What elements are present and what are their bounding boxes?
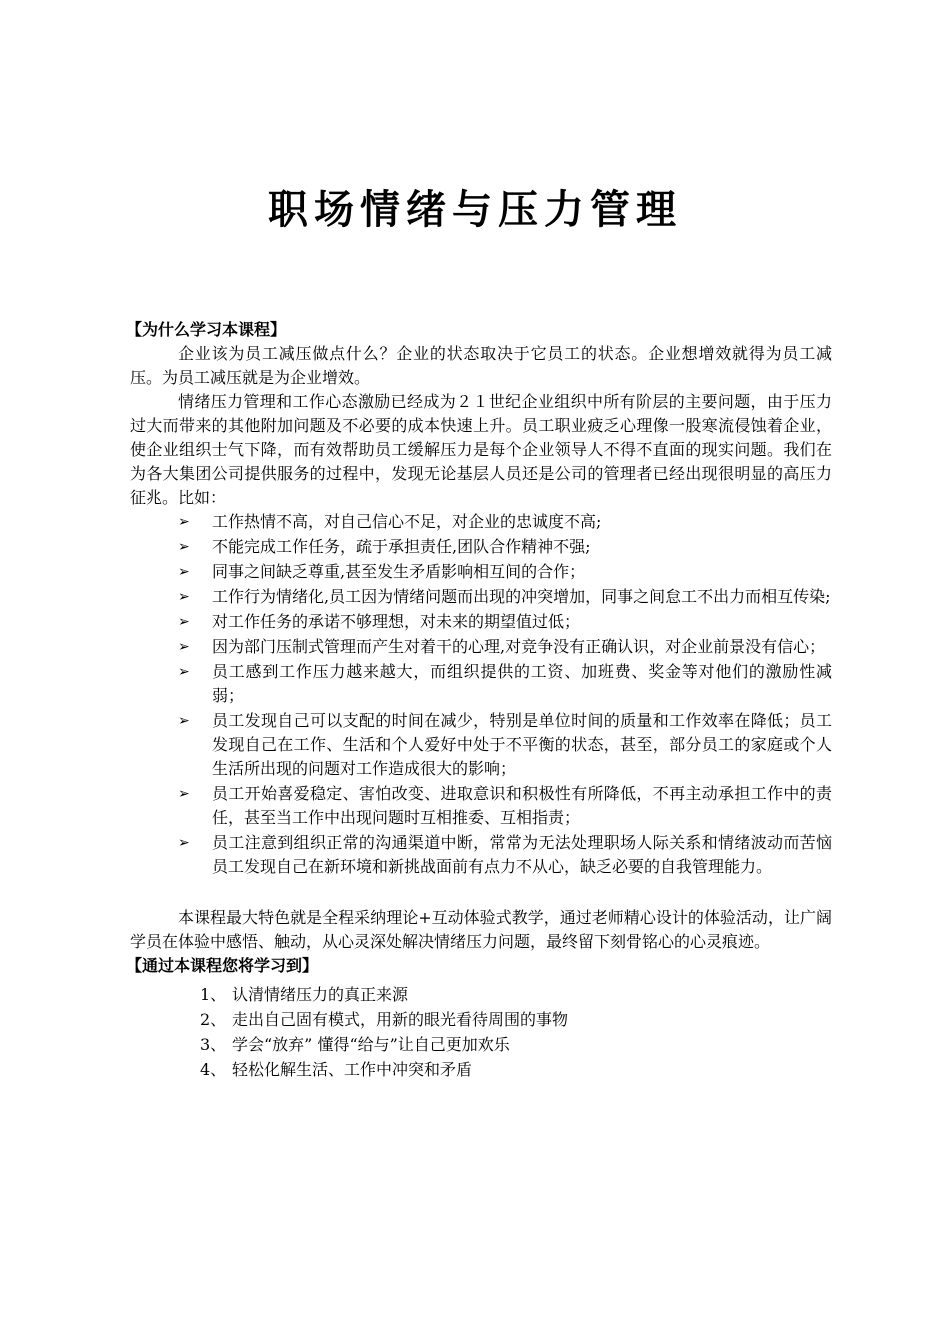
list-item	[178, 585, 832, 609]
paragraph-background: 情绪压力管理和工作心态激励已经成为２１世纪企业组织中所有阶层的主要问题，由于压力过大而带来的其他附加问题及不必要的成本快速上升。员工职业疲乏心理像一股寒流侵蚀着企业，使企业组织士气下降，而有效帮助员工缓解压力是每个企业领导人不得不直面的现实问题。我们在为各大集团公司提供服务的过程中，发现无论基层人员还是公司的管理者已经出现很明显的高压力征兆。比如：	[130, 392, 832, 507]
arrow-bullet-icon: ➢	[178, 639, 190, 655]
arrow-bullet-icon: ➢	[178, 614, 190, 630]
learning-outcomes-list	[130, 982, 832, 1082]
arrow-bullet-icon: ➢	[178, 564, 190, 580]
paragraph-intro: 企业该为员工减压做点什么？企业的状态取决于它员工的状态。企业想增效就得为员工减压。为员工减压就是为企业增效。	[130, 344, 832, 387]
list-item	[200, 1007, 832, 1032]
arrow-bullet-icon: ➢	[178, 539, 190, 555]
list-item-text: 员工注意到组织正常的沟通渠道中断，常常为无法处理职场人际关系和情绪波动而苦恼员工发现自己在新环境和新挑战面前有点力不从心，缺乏必要的自我管理能力。	[212, 833, 832, 876]
list-item-text: 认清情绪压力的真正来源	[232, 985, 409, 1004]
list-item	[178, 709, 832, 781]
list-item	[178, 635, 832, 659]
arrow-bullet-icon: ➢	[178, 713, 190, 729]
list-item	[178, 782, 832, 830]
section-heading-learn: 【通过本课程您将学习到】	[126, 956, 319, 975]
arrow-bullet-icon: ➢	[178, 786, 190, 802]
arrow-bullet-icon: ➢	[178, 514, 190, 530]
item-number: 2、	[200, 1010, 227, 1029]
list-item-text: 学会“放弃” 懂得“给与”让自己更加欢乐	[232, 1035, 510, 1054]
list-item-text: 同事之间缺乏尊重,甚至发生矛盾影响相互间的合作；	[212, 562, 586, 581]
list-item	[178, 510, 832, 534]
arrow-bullet-icon: ➢	[178, 589, 190, 605]
list-item-text: 走出自己固有模式，用新的眼光看待周围的事物	[232, 1010, 569, 1029]
list-item	[200, 1032, 832, 1057]
list-item-text: 对工作任务的承诺不够理想，对未来的期望值过低；	[212, 612, 581, 631]
list-item	[178, 610, 832, 634]
item-number: 4、	[200, 1060, 227, 1079]
list-item-text: 因为部门压制式管理而产生对着干的心理,对竞争没有正确认识，对企业前景没有信心；	[212, 637, 826, 656]
item-number: 1、	[200, 985, 227, 1004]
list-item	[178, 660, 832, 708]
symptom-list	[130, 510, 832, 879]
list-item-text: 员工开始喜爱稳定、害怕改变、进取意识和积极性有所降低，不再主动承担工作中的责任，甚至当工作中出现问题时互相推委、互相指责；	[212, 784, 832, 827]
document-title: 职场情绪与压力管理	[268, 187, 682, 233]
list-item-text: 员工发现自己可以支配的时间在减少，特别是单位时间的质量和工作效率在降低；员工发现自己在工作、生活和个人爱好中处于不平衡的状态，甚至，部分员工的家庭或个人生活所出现的问题对工作造成很大的影响；	[212, 711, 832, 778]
item-number: 3、	[200, 1035, 227, 1054]
list-item	[178, 560, 832, 584]
list-item-text: 轻松化解生活、工作中冲突和矛盾	[232, 1060, 473, 1079]
list-item-text: 员工感到工作压力越来越大，而组织提供的工资、加班费、奖金等对他们的激励性减弱；	[212, 662, 832, 705]
list-item	[178, 535, 832, 559]
paragraph-course-feature: 本课程最大特色就是全程采纳理论+互动体验式教学，通过老师精心设计的体验活动，让广阔学员在体验中感悟、触动，从心灵深处解决情绪压力问题，最终留下刻骨铭心的心灵痕迹。	[130, 908, 832, 951]
list-item-text: 工作行为情绪化,员工因为情绪问题而出现的冲突增加，同事之间怠工不出力而相互传染;	[212, 587, 831, 606]
document-body	[126, 318, 832, 1082]
list-item	[178, 831, 832, 879]
section-heading-why: 【为什么学习本课程】	[126, 320, 287, 339]
list-item-text: 工作热情不高，对自己信心不足，对企业的忠诚度不高;	[212, 512, 602, 531]
arrow-bullet-icon: ➢	[178, 835, 190, 851]
list-item	[200, 982, 832, 1007]
blank-line	[130, 880, 832, 906]
arrow-bullet-icon: ➢	[178, 664, 190, 680]
list-item	[200, 1057, 832, 1082]
list-item-text: 不能完成工作任务，疏于承担责任,团队合作精神不强;	[212, 537, 591, 556]
